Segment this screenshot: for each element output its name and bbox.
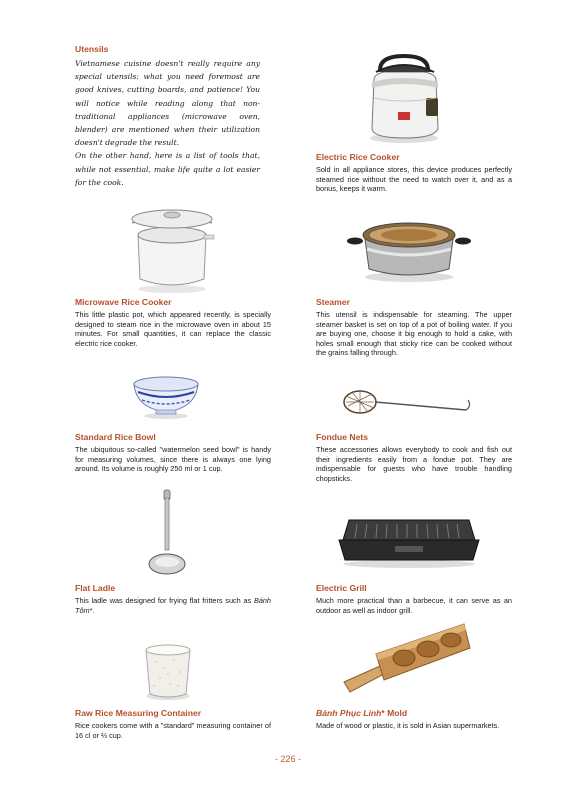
rice-measuring-container-image (140, 640, 196, 702)
item-electric-grill (316, 583, 512, 615)
rice-bowl-image (130, 372, 202, 420)
item-flat-ladle (75, 583, 271, 615)
item-description: This little plastic pot, which appeared recently, is specially designed to steam rice in the microwave oven in about 15 minutes. For small quantities, it can replace the classic electric rice cooker. (75, 310, 271, 348)
description-text: This ladle was designed for frying flat fritters such as (75, 596, 254, 605)
steamer-image (345, 205, 473, 285)
page-number: - 226 - (274, 754, 301, 764)
intro-section (75, 44, 260, 189)
item-description: This utensil is indispensable for steaming. The upper steamer basket is set on top of a pot of boiling water. If you are buying one, choose it big enough to hold a cake, with holes small enough that sticky rice can be cooked without the grains falling through. (316, 310, 512, 358)
item-title: Standard Rice Bowl (75, 432, 156, 442)
item-raw-rice-measuring-container (75, 708, 271, 740)
item-description: These accessories allows everybody to cook and fish out their ingredients easily from a fondue pot. They are indispensable for guests who have trouble handling chopsticks. (316, 445, 512, 483)
dish-name: Bánh Tôm (75, 596, 271, 615)
microwave-rice-cooker-image (118, 205, 226, 295)
item-title: Fondue Nets (316, 432, 369, 442)
electric-grill-image (335, 512, 483, 570)
fondue-net-image (340, 380, 475, 420)
item-microwave-rice-cooker (75, 297, 271, 348)
item-description: Made of wood or plastic, it is sold in Asian supermarkets. (316, 721, 500, 730)
item-title: Electric Rice Cooker (316, 152, 400, 162)
item-title: Microwave Rice Cooker (75, 297, 172, 307)
item-title-rest: * Mold (381, 708, 408, 718)
banh-phuc-linh-mold-image (340, 620, 472, 700)
item-title: Steamer (316, 297, 350, 307)
item-title (316, 708, 512, 718)
item-description: Sold in all appliance stores, this device produces perfectly steamed rice without the need to watch over it, and as a bonus, keeps it warm. (316, 165, 512, 194)
item-title: Raw Rice Measuring Container (75, 708, 202, 718)
item-title: Flat Ladle (75, 583, 116, 593)
item-fondue-nets (316, 432, 512, 483)
item-standard-rice-bowl (75, 432, 271, 474)
description-text-end: *. (89, 605, 95, 615)
item-description: Much more practical than a barbecue, it can serve as an outdoor as well as indoor grill. (316, 596, 512, 615)
intro-paragraph-2: On the other hand, here is a list of tools that, while not essential, make life quite a lot easier for the cook. (75, 151, 260, 187)
item-title: Electric Grill (316, 583, 367, 593)
electric-rice-cooker-image (360, 52, 450, 144)
item-description: The ubiquitous so-called "watermelon seed bowl" is handy for measuring volumes, since there is always one lying around. Its volume is roughly 250 ml or 1 cup. (75, 445, 271, 474)
item-description (75, 596, 271, 615)
item-electric-rice-cooker (316, 152, 512, 194)
item-title-italic: Bánh Phục Linh (316, 708, 382, 718)
item-steamer (316, 297, 512, 358)
section-title: Utensils (75, 44, 109, 54)
item-banh-phuc-linh-mold (316, 708, 512, 731)
flat-ladle-image (145, 488, 195, 580)
intro-paragraph-1: Vietnamese cuisine doesn't really require any special utensils: what you need foremost are good knives, cutting boards, and patience! You will notice while reading along that non-traditional appliances (microwave oven, blender) are mentioned when their utilization doesn't degrade the result. (75, 59, 260, 148)
item-description: Rice cookers come with a "standard" measuring container of 16 cl or ⅔ cup. (75, 721, 271, 740)
